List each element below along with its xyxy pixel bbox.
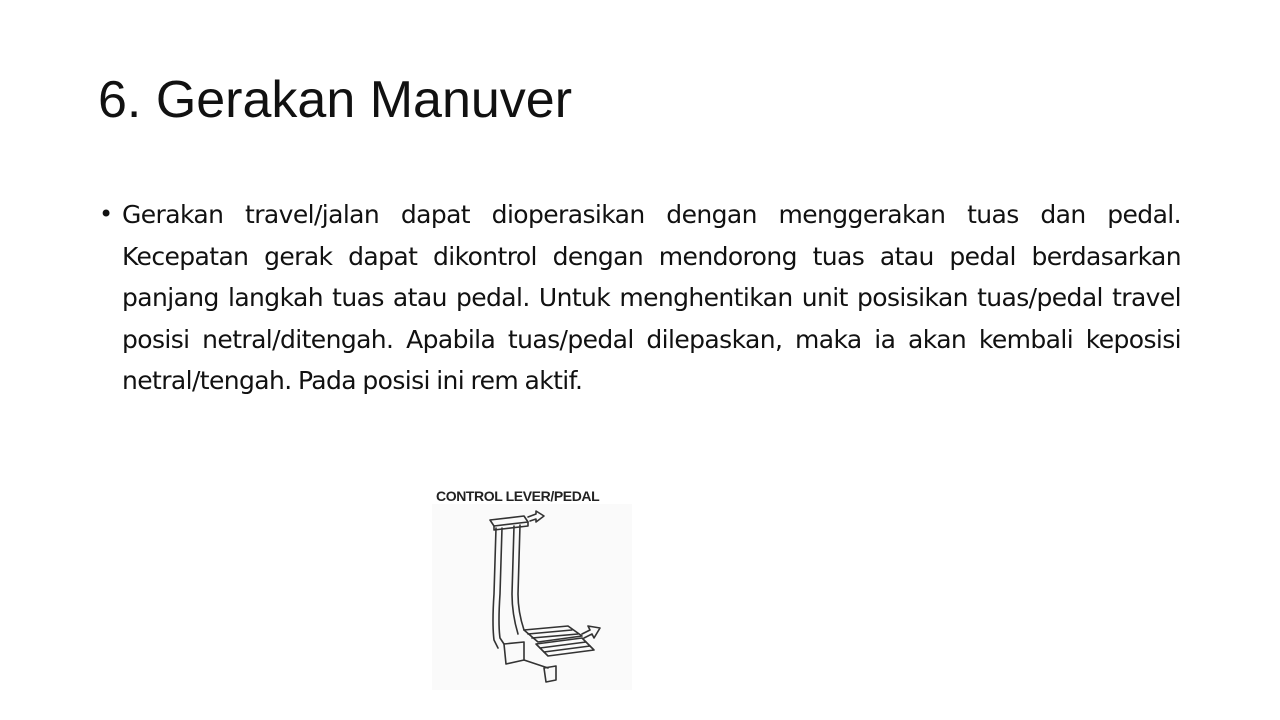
control-lever-pedal-figure (432, 484, 632, 690)
bullet-list (99, 194, 1181, 402)
bullet-item (99, 194, 1181, 402)
bullet-text: Gerakan travel/jalan dapat dioperasikan dengan menggerakan tuas dan pedal. Kecepatan gerak dapat dikontrol dengan mendorong tuas atau pedal berdasarkan panjang langkah tuas atau pedal. Untuk menghentikan unit posisikan tuas/pedal travel posisi netral/ditengah. Apabila tuas/pedal dilepaskan, maka ia akan kembali keposisi netral/tengah. Pada posisi ini rem aktif. (122, 200, 1181, 395)
figure-caption: CONTROL LEVER/PEDAL (436, 488, 600, 504)
slide-title: 6. Gerakan Manuver (98, 71, 573, 129)
bullet-icon: • (99, 200, 113, 228)
control-lever-pedal-illustration-icon (432, 484, 632, 690)
